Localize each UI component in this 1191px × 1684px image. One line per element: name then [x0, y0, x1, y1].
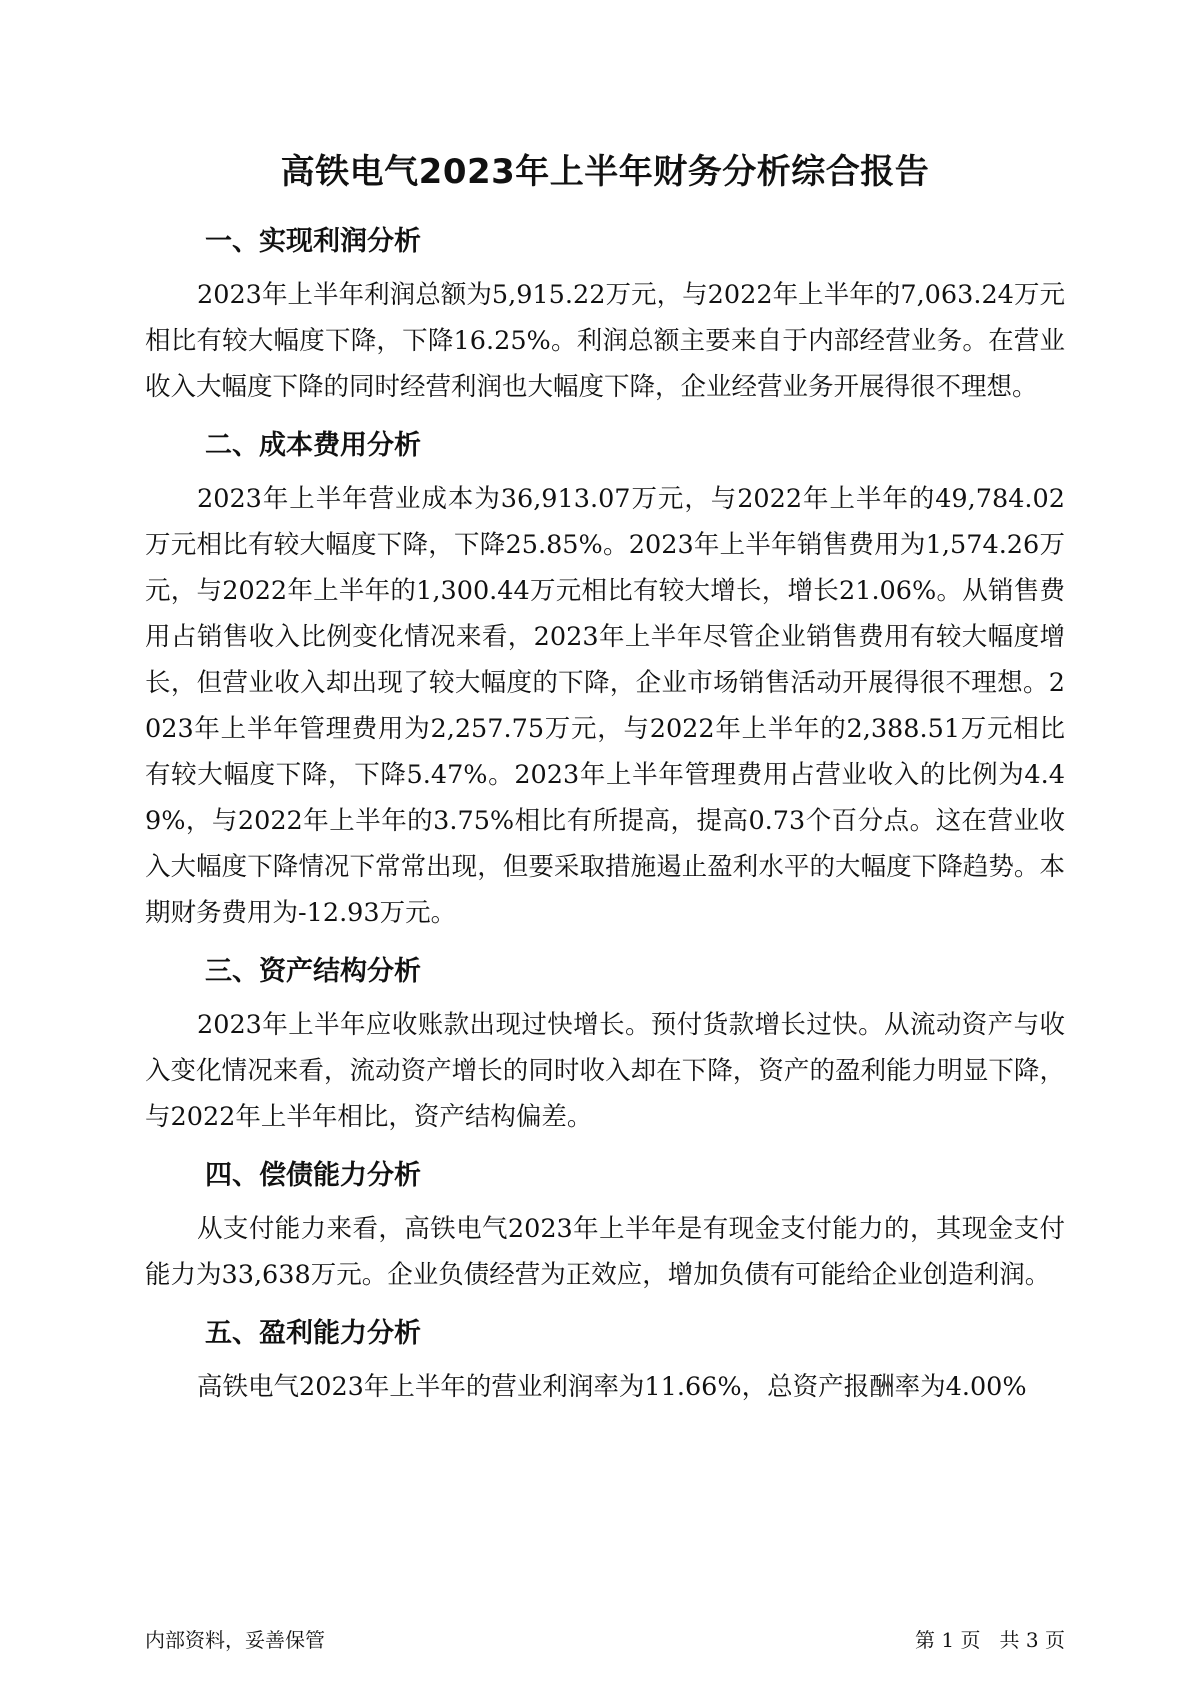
document-title: 高铁电气2023年上半年财务分析综合报告	[280, 152, 930, 192]
section-assets	[145, 952, 1065, 1140]
section-paragraph: 2023年上半年利润总额为5,915.22万元，与2022年上半年的7,063.24万元相比有较大幅度下降，下降16.25%。利润总额主要来自于内部经营业务。在营业收入大幅度下降的同时经营利润也大幅度下降，企业经营业务开展得很不理想。	[145, 280, 1065, 402]
document-page	[145, 130, 1065, 1426]
section-paragraph: 高铁电气2023年上半年的营业利润率为11.66%，总资产报酬率为4.00%	[197, 1372, 1027, 1402]
section-paragraph: 2023年上半年应收账款出现过快增长。预付货款增长过快。从流动资产与收入变化情况来看，流动资产增长的同时收入却在下降，资产的盈利能力明显下降，与2022年上半年相比，资产结构偏差。	[145, 1010, 1065, 1132]
section-profit	[145, 222, 1065, 410]
footer-confidential-note: 内部资料，妥善保管	[145, 1628, 325, 1652]
footer-page-number: 第 1 页 共 3 页	[915, 1628, 1065, 1652]
section-solvency	[145, 1156, 1065, 1298]
section-profitability	[145, 1314, 1065, 1410]
section-paragraph: 从支付能力来看，高铁电气2023年上半年是有现金支付能力的，其现金支付能力为33,638万元。企业负债经营为正效应，增加负债有可能给企业创造利润。	[145, 1214, 1065, 1290]
section-paragraph: 2023年上半年营业成本为36,913.07万元，与2022年上半年的49,784.02万元相比有较大幅度下降，下降25.85%。2023年上半年销售费用为1,574.26万元，与2022年上半年的1,300.44万元相比有较大增长，增长21.06%。从销售费用占销售收入比例变化情况来看，2023年上半年尽管企业销售费用有较大幅度增长，但营业收入却出现了较大幅度的下降，企业市场销售活动开展得很不理想。2023年上半年管理费用为2,257.75万元，与2022年上半年的2,388.51万元相比有较大幅度下降，下降5.47%。2023年上半年管理费用占营业收入的比例为4.49%，与2022年上半年的3.75%相比有所提高，提高0.73个百分点。这在营业收入大幅度下降情况下常常出现，但要采取措施遏止盈利水平的大幅度下降趋势。本期财务费用为-12.93万元。	[145, 484, 1065, 928]
section-heading: 五、盈利能力分析	[205, 1318, 421, 1349]
section-heading: 三、资产结构分析	[205, 956, 421, 987]
section-heading: 一、实现利润分析	[205, 226, 421, 257]
section-heading: 四、偿债能力分析	[205, 1160, 421, 1191]
section-cost	[145, 426, 1065, 936]
section-heading: 二、成本费用分析	[205, 430, 421, 461]
